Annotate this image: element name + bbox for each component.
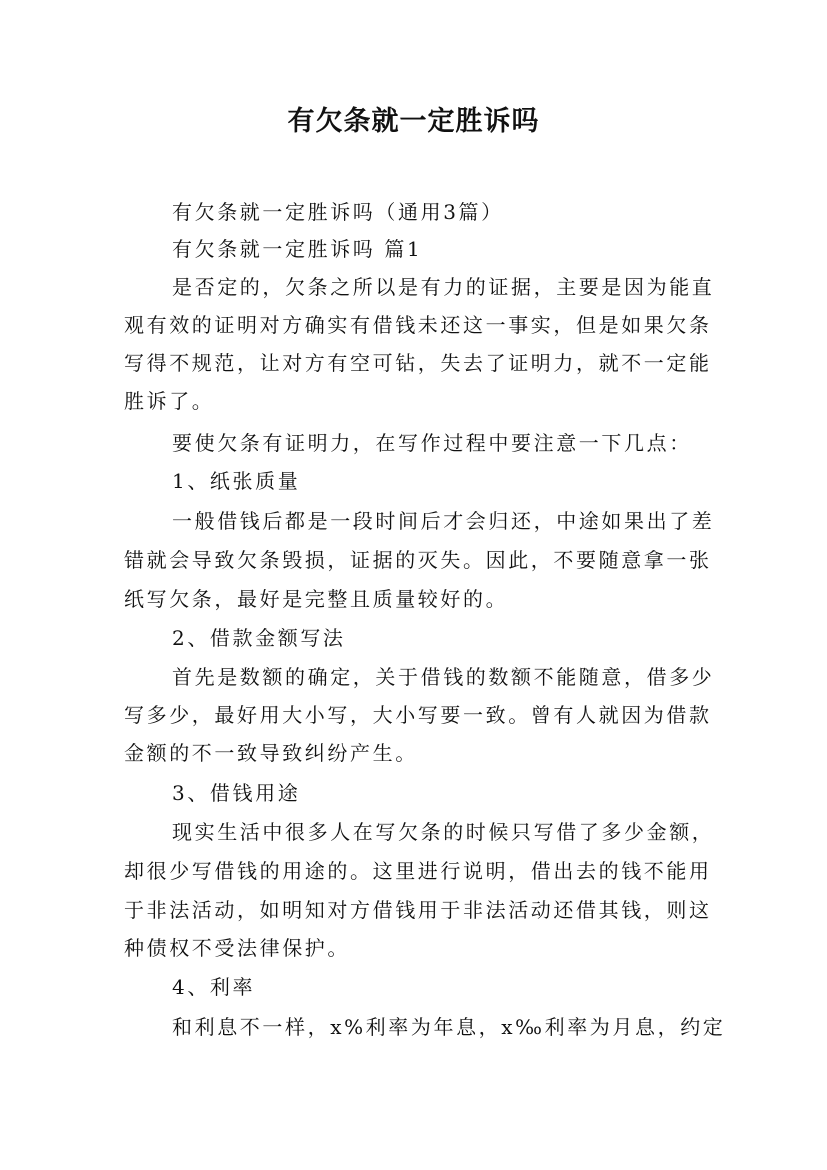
paragraph-line: 写得不规范，让对方有空可钻，失去了证明力，就不一定能 (124, 351, 712, 375)
paragraph-line: 观有效的证明对方确实有借钱未还这一事实，但是如果欠条 (124, 313, 712, 337)
paragraph-line: 纸写欠条，最好是完整且质量较好的。 (124, 587, 509, 611)
paragraph-line: 种债权不受法律保护。 (124, 936, 350, 960)
paragraph-line: 是否定的，欠条之所以是有力的证据，主要是因为能直 (172, 275, 715, 299)
paragraph-line: 一般借钱后都是一段时间后才会归还，中途如果出了差 (172, 509, 715, 533)
paragraph-line: 首先是数额的确定，关于借钱的数额不能随意，借多少 (172, 665, 715, 689)
paragraph-line: 胜诉了。 (124, 389, 215, 413)
list-heading: 3、借钱用途 (172, 781, 301, 805)
document-title: 有欠条就一定胜诉吗 (287, 106, 540, 137)
paragraph-line: 和利息不一样，x%利率为年息，x‰利率为月息，约定 (172, 1015, 726, 1039)
paragraph-line: 于非法活动，如明知对方借钱用于非法活动还借其钱，则这 (124, 898, 712, 922)
paragraph-line: 错就会导致欠条毁损，证据的灭失。因此，不要随意拿一张 (124, 548, 712, 572)
list-heading: 1、纸张质量 (172, 469, 301, 493)
paragraph-line: 现实生活中很多人在写欠条的时候只写借了多少金额， (172, 820, 715, 844)
paragraph-line: 写多少，最好用大小写，大小写要一致。曾有人就因为借款 (124, 703, 712, 727)
section-heading: 有欠条就一定胜诉吗 篇1 (172, 237, 423, 261)
list-heading: 4、利率 (172, 975, 256, 999)
subtitle-line: 有欠条就一定胜诉吗（通用3篇） (172, 200, 504, 224)
paragraph-line: 金额的不一致导致纠纷产生。 (124, 741, 418, 765)
paragraph-line: 却很少写借钱的用途的。这里进行说明，借出去的钱不能用 (124, 859, 712, 883)
paragraph-line: 要使欠条有证明力，在写作过程中要注意一下几点： (172, 431, 692, 455)
list-heading: 2、借款金额写法 (172, 626, 346, 650)
